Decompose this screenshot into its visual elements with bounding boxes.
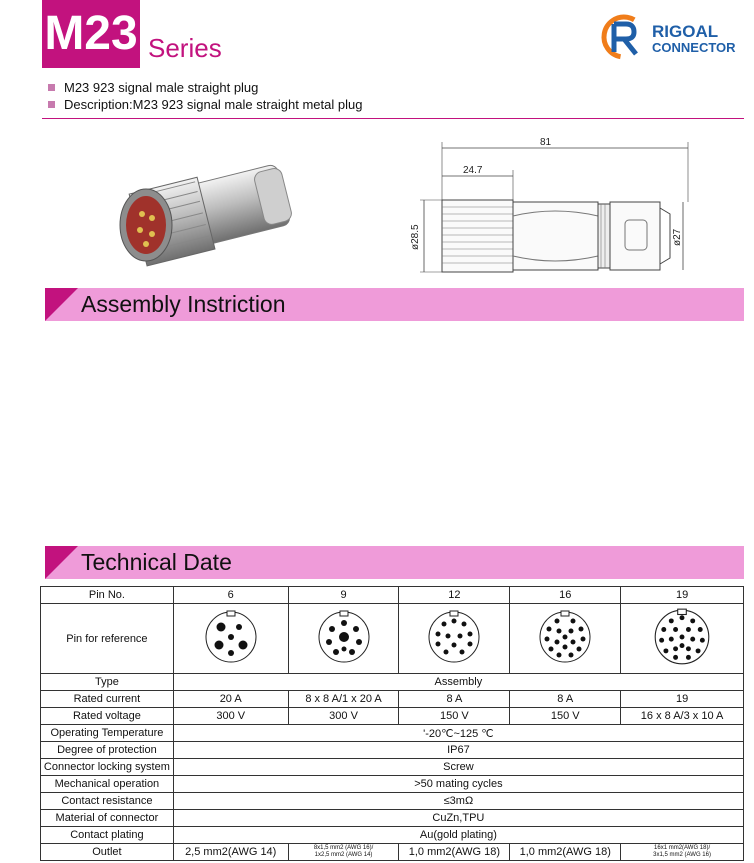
table-row: [41, 725, 744, 742]
outlet-cell: [621, 844, 744, 861]
pin-count-cell: 19: [621, 587, 744, 604]
product-photo: [112, 152, 302, 282]
operating-temperature-value: '-20℃~125 ℃: [173, 725, 743, 742]
rated-current-cell: 19: [621, 691, 744, 708]
pin-reference-label: Pin for reference: [41, 604, 174, 674]
material-label: Material of connector: [41, 810, 174, 827]
table-row: [41, 776, 744, 793]
bullet-text: Description:M23 923 signal male straight metal plug: [64, 97, 363, 112]
page-header: [0, 0, 754, 70]
pin-no-label: Pin No.: [41, 587, 174, 604]
brand-subname: CONNECTOR: [652, 40, 736, 55]
table-row: [41, 587, 744, 604]
bullet-item: [48, 96, 362, 113]
rated-voltage-cell: 16 x 8 A/3 x 10 A: [621, 708, 744, 725]
brand-name: RIGOAL: [652, 22, 719, 41]
table-row: [41, 674, 744, 691]
dimension-overall-length: 81: [540, 137, 552, 148]
outlet-cell: 1,0 mm2(AWG 18): [399, 844, 510, 861]
outlet-cell: 2,5 mm2(AWG 14): [173, 844, 288, 861]
rated-voltage-label: Rated voltage: [41, 708, 174, 725]
protection-value: IP67: [173, 742, 743, 759]
outlet-line: 16x1 mm2(AWG 18)/: [654, 845, 711, 851]
dimension-front-length: 24.7: [463, 165, 483, 176]
type-label: Type: [41, 674, 174, 691]
table-row: [41, 844, 744, 861]
rated-voltage-cell: 300 V: [288, 708, 399, 725]
pin-layout-19: [621, 604, 744, 674]
outlet-label: Outlet: [41, 844, 174, 861]
section-corner-icon: [45, 546, 78, 579]
outlet-line: 8x1,5 mm2 (AWG 16)/: [313, 845, 374, 851]
pin-layout-12-icon: [426, 609, 482, 665]
pin-layout-6: [173, 604, 288, 674]
product-bullets: [48, 79, 362, 113]
bullet-square-icon: [48, 84, 55, 91]
table-row: [41, 827, 744, 844]
brand-emblem-icon: [600, 12, 650, 62]
pin-layout-9: [288, 604, 399, 674]
table-row: [41, 759, 744, 776]
rated-voltage-cell: 300 V: [173, 708, 288, 725]
series-label: Series: [148, 33, 222, 63]
pin-layout-12: [399, 604, 510, 674]
pin-layout-19-icon: [652, 607, 712, 667]
pin-count-cell: 12: [399, 587, 510, 604]
table-row: [41, 793, 744, 810]
outlet-line: 3x1,5 mm2 (AWG 16): [653, 852, 711, 858]
rated-current-cell: 8 x 8 A/1 x 20 A: [288, 691, 399, 708]
pin-layout-9-icon: [316, 609, 372, 665]
assembly-section-title: Assembly Instriction: [81, 291, 286, 317]
pin-layout-6-icon: [203, 609, 259, 665]
header-divider: [42, 118, 744, 119]
outlet-cell: [288, 844, 399, 861]
locking-value: Screw: [173, 759, 743, 776]
plating-label: Contact plating: [41, 827, 174, 844]
mechanical-value: >50 mating cycles: [173, 776, 743, 793]
rated-voltage-cell: 150 V: [399, 708, 510, 725]
rated-current-cell: 8 A: [399, 691, 510, 708]
bullet-item: [48, 79, 362, 96]
dimension-drawing: [400, 132, 690, 282]
table-row: [41, 604, 744, 674]
contact-resistance-label: Contact resistance: [41, 793, 174, 810]
rated-current-cell: 20 A: [173, 691, 288, 708]
table-row: [41, 742, 744, 759]
brand-logo: [600, 12, 750, 62]
table-row: [41, 708, 744, 725]
pin-layout-16-icon: [537, 609, 593, 665]
assembly-section-header: [45, 288, 744, 321]
dimension-rear-diameter: ø27: [672, 228, 683, 246]
operating-temperature-label: Operating Temperature: [41, 725, 174, 742]
type-value: Assembly: [173, 674, 743, 691]
pin-count-cell: 6: [173, 587, 288, 604]
model-badge: M23: [42, 0, 140, 68]
bullet-square-icon: [48, 101, 55, 108]
technical-table: [40, 586, 744, 861]
locking-label: Connector locking system: [41, 759, 174, 776]
technical-section-header: [45, 546, 744, 579]
dimension-front-diameter: ø28.5: [410, 224, 421, 250]
technical-section-title: Technical Date: [81, 549, 232, 575]
contact-resistance-value: ≤3mΩ: [173, 793, 743, 810]
plating-value: Au(gold plating): [173, 827, 743, 844]
table-row: [41, 691, 744, 708]
material-value: CuZn,TPU: [173, 810, 743, 827]
outlet-cell: 1,0 mm2(AWG 18): [510, 844, 621, 861]
mechanical-label: Mechanical operation: [41, 776, 174, 793]
table-row: [41, 810, 744, 827]
pin-count-cell: 16: [510, 587, 621, 604]
rated-voltage-cell: 150 V: [510, 708, 621, 725]
protection-label: Degree of protection: [41, 742, 174, 759]
rated-current-cell: 8 A: [510, 691, 621, 708]
bullet-text: M23 923 signal male straight plug: [64, 80, 259, 95]
outlet-line: 1x2,5 mm2 (AWG 14): [314, 852, 373, 858]
pin-count-cell: 9: [288, 587, 399, 604]
rated-current-label: Rated current: [41, 691, 174, 708]
section-corner-icon: [45, 288, 78, 321]
pin-layout-16: [510, 604, 621, 674]
